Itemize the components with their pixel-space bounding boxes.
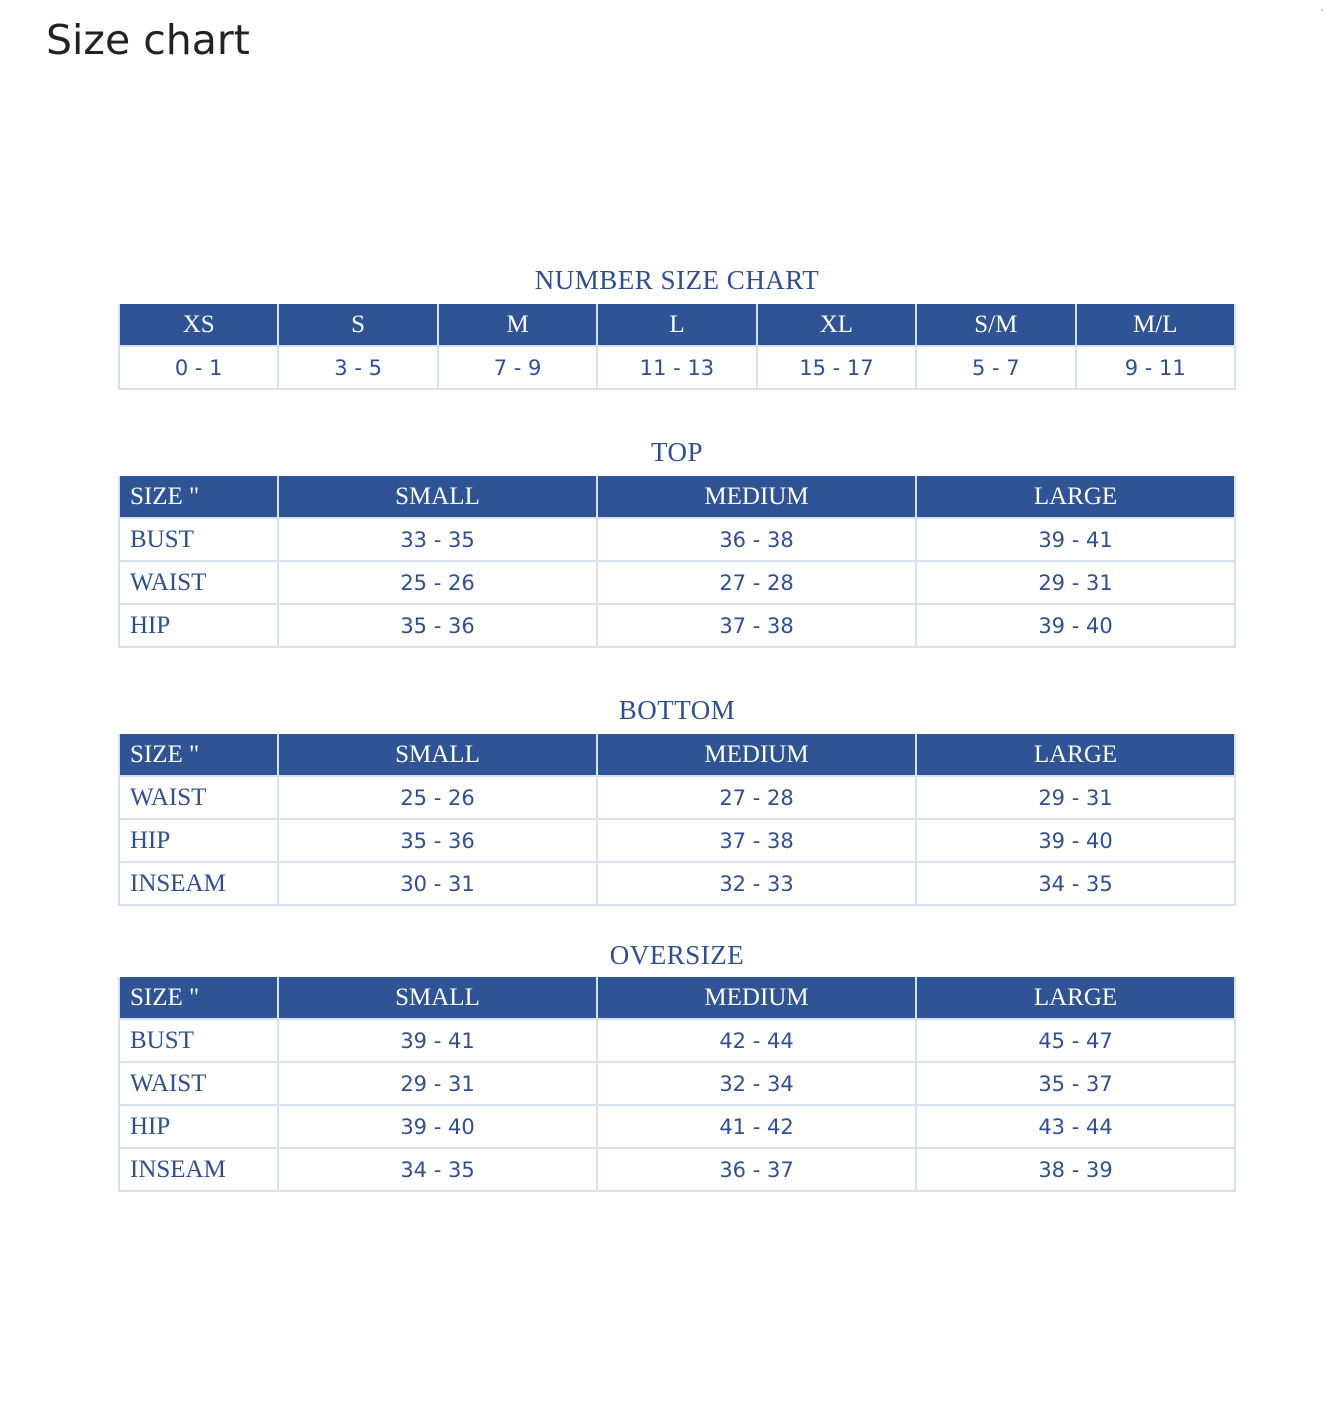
value-cell: 41 - 42 [598,1106,915,1149]
bottom-chart-table [118,734,1236,906]
size-header-cell: SIZE " [120,476,277,519]
value-cell: 30 - 31 [279,863,596,906]
header-cell: LARGE [917,977,1234,1020]
value-cell: 25 - 26 [279,777,596,820]
value-cell: 9 - 11 [1077,347,1234,390]
row-label: HIP [120,820,277,863]
value-cell: 15 - 17 [758,347,915,390]
row-label: INSEAM [120,1149,277,1192]
table-row [120,1106,1234,1149]
header-cell: M/L [1077,304,1234,347]
header-cell: XL [758,304,915,347]
value-cell: 39 - 40 [917,820,1234,863]
value-cell: 37 - 38 [598,820,915,863]
value-cell: 39 - 40 [279,1106,596,1149]
top-chart-title: TOP [650,437,704,467]
table-row [120,347,1234,390]
row-label: WAIST [120,1063,277,1106]
table-row [120,1149,1234,1192]
size-header-cell: SIZE " [120,977,277,1020]
value-cell: 3 - 5 [279,347,436,390]
value-cell: 39 - 41 [279,1020,596,1063]
row-label: HIP [120,1106,277,1149]
value-cell: 36 - 38 [598,519,915,562]
table-row [120,1020,1234,1063]
value-cell: 11 - 13 [598,347,755,390]
value-cell: 35 - 36 [279,820,596,863]
table-header-row [120,476,1234,519]
header-cell: S/M [917,304,1074,347]
table-row [120,519,1234,562]
row-label: BUST [120,519,277,562]
number-size-chart-title: NUMBER SIZE CHART [534,265,820,295]
table-row [120,777,1234,820]
header-cell: LARGE [917,476,1234,519]
table-row [120,863,1234,906]
value-cell: 39 - 41 [917,519,1234,562]
table-row [120,605,1234,648]
value-cell: 35 - 36 [279,605,596,648]
row-label: HIP [120,605,277,648]
value-cell: 34 - 35 [917,863,1234,906]
header-cell: LARGE [917,734,1234,777]
header-cell: S [279,304,436,347]
value-cell: 39 - 40 [917,605,1234,648]
value-cell: 35 - 37 [917,1063,1234,1106]
header-cell: MEDIUM [598,476,915,519]
value-cell: 32 - 34 [598,1063,915,1106]
row-label: WAIST [120,562,277,605]
value-cell: 34 - 35 [279,1149,596,1192]
bottom-chart-title: BOTTOM [618,695,736,725]
value-cell: 27 - 28 [598,562,915,605]
value-cell: 32 - 33 [598,863,915,906]
value-cell: 43 - 44 [917,1106,1234,1149]
number-size-chart-table [118,304,1236,390]
table-row [120,1063,1234,1106]
header-cell: SMALL [279,734,596,777]
value-cell: 38 - 39 [917,1149,1234,1192]
row-label: BUST [120,1020,277,1063]
value-cell: 7 - 9 [439,347,596,390]
corner-mark: . [1320,0,1324,14]
value-cell: 27 - 28 [598,777,915,820]
value-cell: 25 - 26 [279,562,596,605]
header-cell: L [598,304,755,347]
table-header-row [120,734,1234,777]
header-cell: M [439,304,596,347]
table-row [120,820,1234,863]
value-cell: 42 - 44 [598,1020,915,1063]
table-row [120,562,1234,605]
value-cell: 37 - 38 [598,605,915,648]
header-cell: SMALL [279,977,596,1020]
table-header-row [120,304,1234,347]
page-title: Size chart [46,16,250,64]
table-header-row [120,977,1234,1020]
header-cell: SMALL [279,476,596,519]
value-cell: 0 - 1 [120,347,277,390]
value-cell: 36 - 37 [598,1149,915,1192]
oversize-chart-table [118,977,1236,1192]
header-cell: MEDIUM [598,977,915,1020]
oversize-chart-title: OVERSIZE [609,940,745,970]
value-cell: 5 - 7 [917,347,1074,390]
size-header-cell: SIZE " [120,734,277,777]
value-cell: 29 - 31 [917,562,1234,605]
row-label: INSEAM [120,863,277,906]
row-label: WAIST [120,777,277,820]
header-cell: XS [120,304,277,347]
value-cell: 29 - 31 [917,777,1234,820]
value-cell: 33 - 35 [279,519,596,562]
value-cell: 29 - 31 [279,1063,596,1106]
top-chart-table [118,476,1236,648]
value-cell: 45 - 47 [917,1020,1234,1063]
header-cell: MEDIUM [598,734,915,777]
